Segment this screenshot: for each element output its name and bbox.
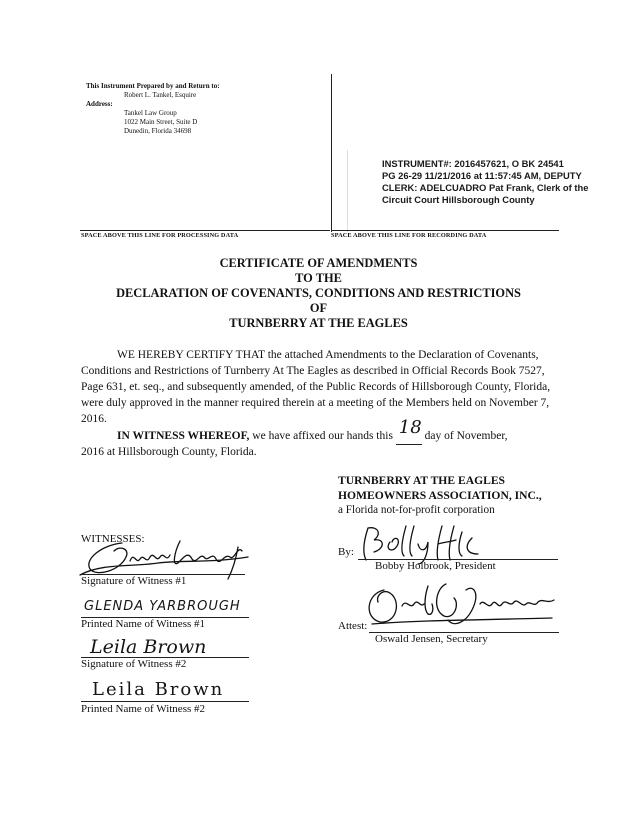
doc-title-line-3: DECLARATION OF COVENANTS, CONDITIONS AND RESTRICTIONS xyxy=(116,286,521,300)
preparer-address-line: Tankel Law Group xyxy=(124,109,177,117)
witness-clause-month: day of November, xyxy=(421,430,508,442)
association-name-1: TURNBERRY AT THE EAGLES xyxy=(338,474,505,487)
recording-line: PG 26-29 11/21/2016 at 11:57:45 AM, DEPUTY xyxy=(382,170,582,181)
certify-lead: WE HEREBY CERTIFY THAT xyxy=(117,349,265,361)
association-descriptor: a Florida not-for-profit corporation xyxy=(338,504,495,516)
witness-2-signature: Leila Brown xyxy=(90,636,207,658)
recording-line: INSTRUMENT#: 2016457621, O BK 24541 xyxy=(382,158,564,169)
by-label: By: xyxy=(338,546,354,558)
header-divider xyxy=(331,74,332,232)
secretary-name: Oswald Jensen, Secretary xyxy=(375,633,488,645)
recording-line: Circuit Court Hillsborough County xyxy=(382,194,535,205)
doc-title-line-4: OF xyxy=(309,301,328,315)
secretary-signature xyxy=(362,580,562,632)
doc-title-line-2: TO THE xyxy=(295,271,342,285)
witness-clause xyxy=(81,417,559,445)
association-name-2: HOMEOWNERS ASSOCIATION, INC., xyxy=(338,489,542,502)
faint-divider xyxy=(347,150,348,232)
recording-rule xyxy=(331,230,559,231)
witness-2-printed-line xyxy=(81,701,249,702)
witness-clause-text: we have affixed our hands this xyxy=(249,430,396,442)
witness-clause-line-2: 2016 at Hillsborough County, Florida. xyxy=(81,446,257,458)
recording-line: CLERK: ADELCUADRO Pat Frank, Clerk of the xyxy=(382,182,589,193)
doc-title-line-1: CERTIFICATE OF AMENDMENTS xyxy=(219,256,418,270)
witness-1-printed-label: Printed Name of Witness #1 xyxy=(81,618,206,630)
preparer-name: Robert L. Tankel, Esquire xyxy=(124,91,197,99)
certify-paragraph xyxy=(81,347,559,427)
witness-2-signature-label: Signature of Witness #2 xyxy=(81,658,187,670)
day-blank xyxy=(396,417,422,445)
processing-rule xyxy=(80,230,330,231)
certify-body: the attached Amendments to the Declaration of Covenants, Conditions and Restrictions of Turnberry At The Eagles as described in Official Records Book 7527, Page 631, et. seq., and subsequently amended, of the Public Records of Hillsborough County, Florida, were duly approved in the manner required therein at a meeting of the Members held on November 7, 2016. xyxy=(81,349,551,425)
preparer-address-line: 1022 Main Street, Suite D xyxy=(124,118,198,126)
processing-space-label: SPACE ABOVE THIS LINE FOR PROCESSING DATA xyxy=(81,232,239,239)
doc-title-line-5: TURNBERRY AT THE EAGLES xyxy=(229,316,408,330)
witness-clause-lead: IN WITNESS WHEREOF, xyxy=(117,430,250,442)
preparer-address-label: Address: xyxy=(86,100,113,108)
president-signature xyxy=(354,520,484,564)
recording-stamp xyxy=(382,158,632,206)
preparer-heading: This Instrument Prepared by and Return to: xyxy=(86,82,220,90)
witness-1-signature-label: Signature of Witness #1 xyxy=(81,575,187,587)
association-block xyxy=(338,473,598,518)
witness-2-printed-name: Leila Brown xyxy=(92,679,225,700)
president-name: Bobby Holbrook, President xyxy=(375,560,496,572)
recording-space-label: SPACE ABOVE THIS LINE FOR RECORDING DATA xyxy=(331,232,487,239)
preparer-block xyxy=(86,82,316,136)
witness-2-printed-label: Printed Name of Witness #2 xyxy=(81,703,206,715)
day-handwritten: 18 xyxy=(398,417,422,438)
preparer-address-line: Dunedin, Florida 34698 xyxy=(124,127,192,135)
attest-label: Attest: xyxy=(338,620,368,632)
witnesses-heading: WITNESSES: xyxy=(81,533,145,545)
witness-1-printed-name: GLENDA YARBROUGH xyxy=(84,599,241,614)
